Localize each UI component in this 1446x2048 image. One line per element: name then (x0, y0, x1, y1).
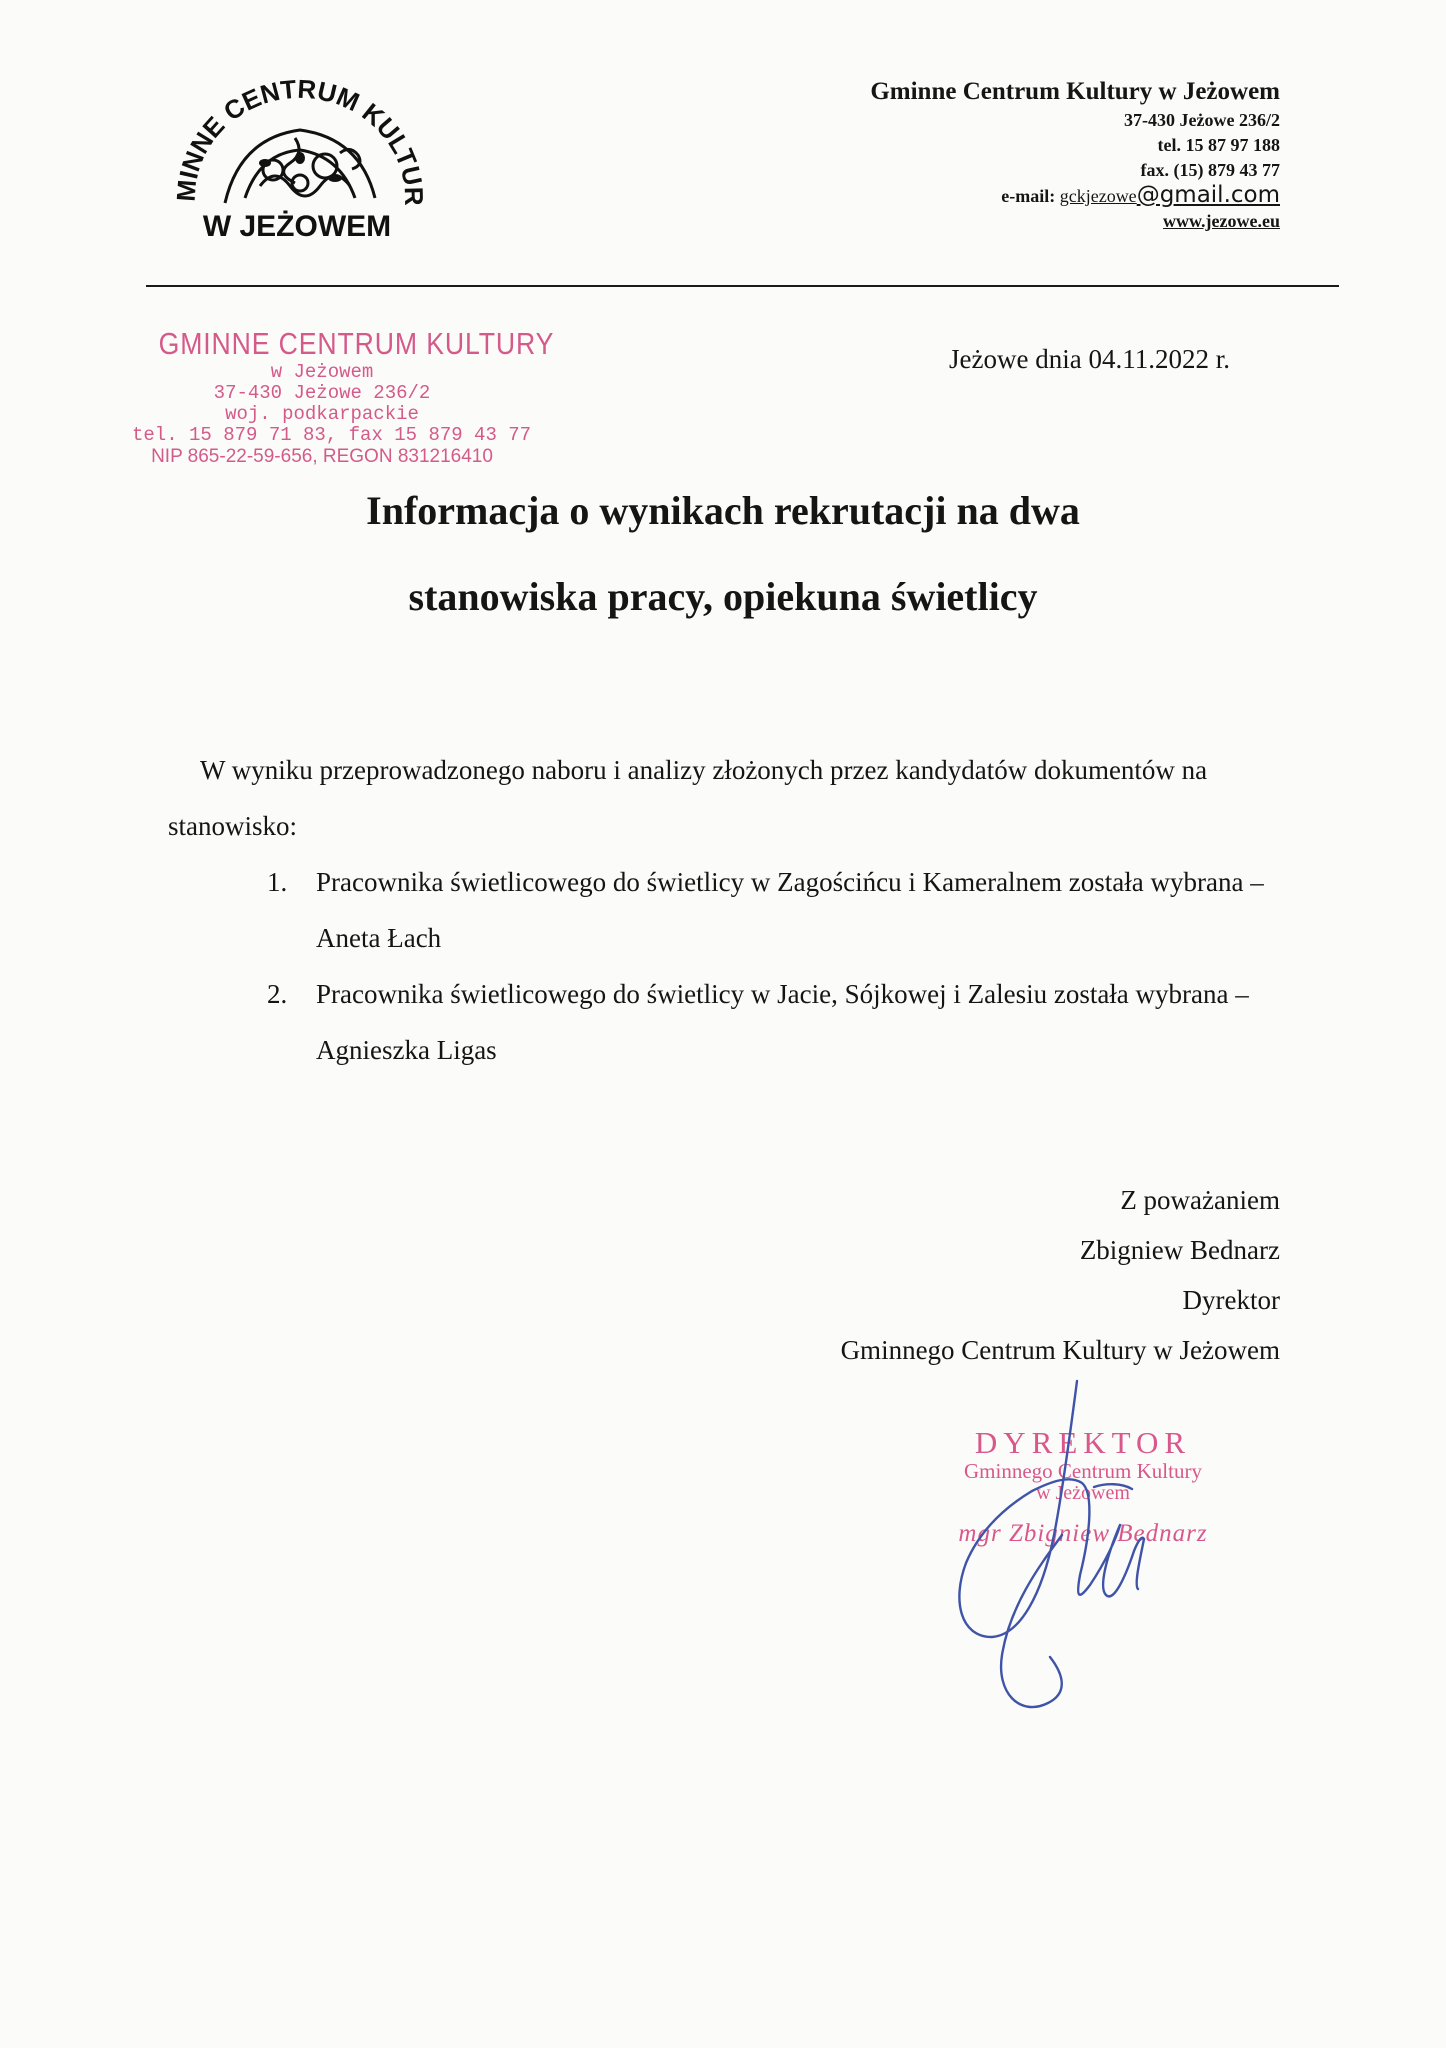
stamp-line-nip: NIP 865-22-59-656, REGON 831216410 (151, 446, 493, 467)
closing-block (841, 1175, 1280, 1375)
body-intro: W wyniku przeprowadzonego naboru i analizy złożonych przez kandydatów dokumentów na stanowisko: (168, 755, 1208, 841)
director-stamp-org: Gminnego Centrum Kultury (964, 1459, 1202, 1483)
document-date: Jeżowe dnia 04.11.2022 r. (949, 344, 1230, 374)
document-title (150, 468, 1296, 640)
document-body (168, 742, 1298, 1078)
email-user[interactable]: gckjezowe (1059, 186, 1137, 206)
signatory-role: Dyrektor (1182, 1285, 1280, 1315)
email-domain[interactable]: @gmail.com (1136, 182, 1280, 208)
stamp-line-city: w Jeżowem (270, 361, 374, 383)
header-divider (146, 285, 1339, 287)
director-stamp-name: mgr Zbigniew Bednarz (958, 1520, 1208, 1547)
header-phone: tel. 15 87 97 188 (1157, 135, 1280, 155)
organization-stamp (132, 326, 555, 467)
director-stamp-title: DYREKTOR (974, 1425, 1192, 1460)
stamp-title: GMINNE CENTRUM KULTURY (158, 326, 555, 361)
closing-greeting: Z poważaniem (1120, 1185, 1280, 1215)
stamp-line-address: 37-430 Jeżowe 236/2 (213, 382, 431, 404)
logo-arc-text: MINNE CENTRUM KULTUR (170, 73, 430, 205)
logo-bottom-text: W JEŻOWEM (202, 210, 392, 243)
handwritten-signature (930, 1375, 1230, 1735)
signatory-name: Zbigniew Bednarz (1079, 1235, 1280, 1265)
header-website-link[interactable]: www.jezowe.eu (1163, 211, 1280, 231)
email-label: e-mail: (1001, 186, 1056, 206)
header-organization: Gminne Centrum Kultury w Jeżowem (870, 78, 1280, 105)
letterhead-contact (870, 76, 1280, 234)
stamp-line-region: woj. podkarpackie (225, 403, 419, 425)
header-email[interactable] (870, 183, 1280, 209)
header-fax: fax. (15) 879 43 77 (1140, 160, 1280, 180)
list-item: 2. Pracownika świetlicowego do świetlicy w Jacie, Sójkowej i Zalesiu została wybrana – Agnieszka Ligas (294, 966, 1298, 1078)
title-line-2: stanowiska pracy, opiekuna świetlicy (408, 574, 1038, 619)
list-item: 1. Pracownika świetlicowego do świetlicy w Zagościńcu i Kameralnem została wybrana – Aneta Łach (294, 854, 1298, 966)
signatory-organization: Gminnego Centrum Kultury w Jeżowem (840, 1335, 1280, 1365)
director-stamp-city: w Jeżowem (1036, 1482, 1130, 1504)
title-line-1: Informacja o wynikach rekrutacji na dwa (366, 488, 1080, 533)
stamp-line-phone: tel. 15 879 71 83, fax 15 879 43 77 (132, 424, 532, 446)
ornament-icon (225, 130, 375, 203)
header-address: 37-430 Jeżowe 236/2 (1124, 110, 1280, 130)
results-list (168, 854, 1298, 1078)
organization-logo (165, 58, 430, 248)
